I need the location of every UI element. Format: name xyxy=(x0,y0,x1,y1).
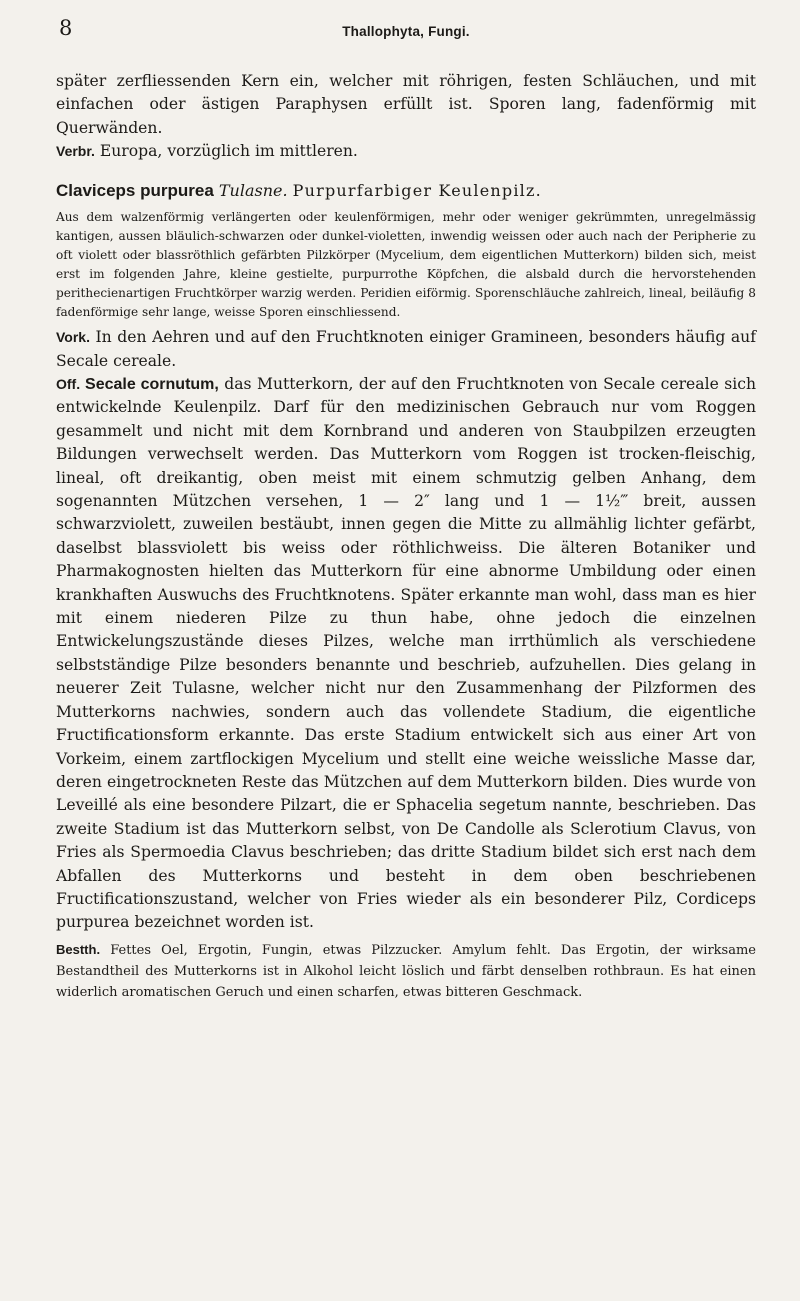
occurrence-label: Vork. xyxy=(56,329,90,346)
species-name: Claviceps purpurea xyxy=(56,180,214,200)
constituents-paragraph xyxy=(56,939,756,1003)
officinal-label: Off. xyxy=(56,376,81,392)
page-content xyxy=(56,0,756,1003)
species-heading xyxy=(56,178,756,204)
constituents-text: Fettes Oel, Ergotin, Fungin, etwas Pilzzucker. Amylum fehlt. Das Ergotin, der wirksame Bestandtheil des Mutterkorns ist in Alkohol leicht löslich und färbt denselben rothbraun. Es hat einen widerlich aromatischen Geruch und einen scharfen, etwas bitteren Geschmack. xyxy=(56,942,756,1000)
running-title: Thallophyta, Fungi. xyxy=(342,24,470,39)
paragraph-continuation: später zerfliessenden Kern ein, welcher mit röhrigen, festen Schläuchen, und mit einfachen oder ästigen Paraphysen erfüllt ist. Sporen lang, fadenförmig mit Querwänden. xyxy=(56,72,756,137)
page-header xyxy=(56,0,756,70)
occurrence-text: In den Aehren und auf den Fruchtknoten einiger Gramineen, besonders häufig auf Secale cereale. xyxy=(56,328,756,370)
distribution-paragraph xyxy=(56,140,756,163)
constituents-label: Bestth. xyxy=(56,941,101,957)
occurrence-paragraph xyxy=(56,326,756,373)
drug-name: Secale cornutum, xyxy=(80,376,219,393)
species-description: Aus dem walzenförmig verlängerten oder keulenförmigen, mehr oder weniger gekrümmten, unregelmässig kantigen, aussen bläulich-schwarzen oder dunkel-violetten, inwendig weissen oder auch nach der Peripherie zu oft violett oder blassröthlich gefärbten Pilzkörper (Mycelium, dem eigentlichen Mutterkorn) bilden sich, meist erst im folgenden Jahre, kleine gestielte, purpurrothe Köpfchen, die alsbald durch die hervorstehenden perithecienartigen Fruchtkörper warzig werden. Peridien eiförmig. Sporenschläuche zahlreich, lineal, beiläufig 8 fadenförmige sehr lange, weisse Sporen einschliessend. xyxy=(56,209,756,320)
page-number: 8 xyxy=(59,16,73,40)
species-author: Tulasne. xyxy=(218,180,288,200)
officinal-paragraph xyxy=(56,373,756,935)
distribution-label: Verbr. xyxy=(56,143,95,160)
distribution-text: Europa, vorzüglich im mittleren. xyxy=(94,142,358,161)
officinal-text: das Mutterkorn, der auf den Fruchtknoten von Secale cereale sich entwickelnde Keulenpilz. Darf für den medizinischen Gebrauch nur vom Roggen gesammelt und nicht mit dem Kornbrand und anderen von Staubpilzen erzeugten Bildungen verwechselt werden. Das Mutterkorn vom Roggen ist trocken-fleischig, lineal, oft dreikantig, oben meist mit einem schmutzig gelben Anhang, dem sogenannten Mützchen versehen, 1 — 2″ lang und 1 — 1½‴ breit, aussen schwarzviolett, zuweilen bestäubt, innen gegen die Mitte zu allmählig lichter gefärbt, daselbst blassviolett bis weiss oder röthlichweiss. Die älteren Botaniker und Pharmakognosten hielten das Mutterkorn für eine abnorme Umbildung oder einen krankhaften Auswuchs des Fruchtknotens. Später erkannte man wohl, dass man es hier mit einem niederen Pilze zu thun habe, ohne jedoch die einzelnen Entwickelungszustände dieses Pilzes, welche man irrthümlich als verschiedene selbstständige Pilze besonders benannte und beschrieb, aufzuhellen. Dies gelang in neuerer Zeit Tulasne, welcher nicht nur den Zusammenhang der Pilzformen des Mutterkorns nachwies, sondern auch das vollendete Stadium, die eigentliche Fructificationsform erkannte. Das erste Stadium entwickelt sich aus einer Art von Vorkeim, einem zartflockigen Mycelium und stellt eine weiche weissliche Masse dar, deren eingetrockneten Reste das Mützchen auf dem Mutterkorn bilden. Dies wurde von Leveillé als eine besondere Pilzart, die er Sphacelia segetum nannte, beschrieben. Das zweite Stadium ist das Mutterkorn selbst, von De Candolle als Sclerotium Clavus, von Fries als Spermoedia Clavus beschrieben; das dritte Stadium bildet sich erst nach dem Abfallen des Mutterkorns und besteht in dem oben beschriebenen Fructificationszustand, welcher von Fries wieder als ein besonderer Pilz, Cordiceps purpurea bezeichnet worden ist. xyxy=(56,375,756,932)
species-common-name: Purpurfarbiger Keulenpilz. xyxy=(292,180,542,200)
